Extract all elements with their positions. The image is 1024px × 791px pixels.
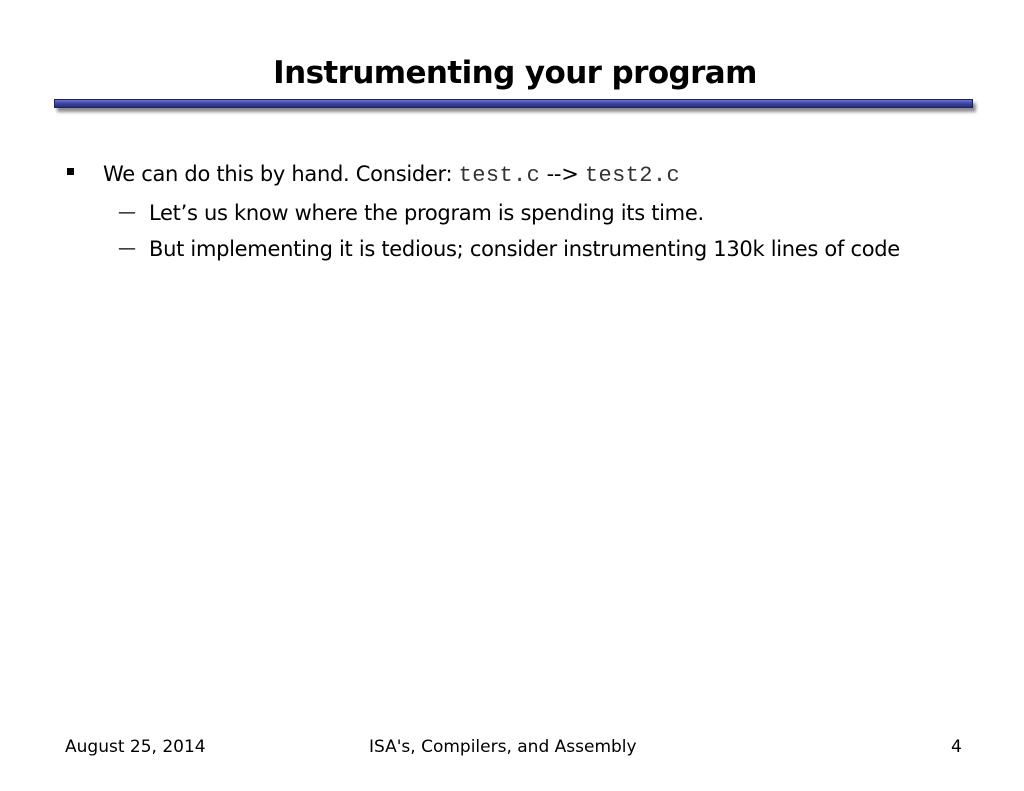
- page-number: 4: [951, 737, 962, 757]
- title-divider: [54, 99, 973, 108]
- code-test-c: test.c: [458, 163, 541, 188]
- subbullet-item: But implementing it is tedious; consider instrumenting 130k lines of code: [149, 237, 900, 261]
- bullet-text: We can do this by hand. Consider:: [103, 162, 459, 186]
- dash-bullet: —: [118, 202, 136, 223]
- arrow-text: -->: [540, 162, 585, 186]
- slide-title: Instrumenting your program: [273, 55, 757, 91]
- footer-course-title: ISA's, Compilers, and Assembly: [369, 737, 637, 757]
- dash-bullet: —: [118, 238, 136, 259]
- square-bullet-icon: [67, 168, 74, 175]
- bullet-item: [103, 158, 680, 192]
- subbullet-item: Let’s us know where the program is spending its time.: [149, 201, 704, 225]
- footer-date: August 25, 2014: [65, 737, 206, 757]
- code-test2-c: test2.c: [584, 163, 681, 188]
